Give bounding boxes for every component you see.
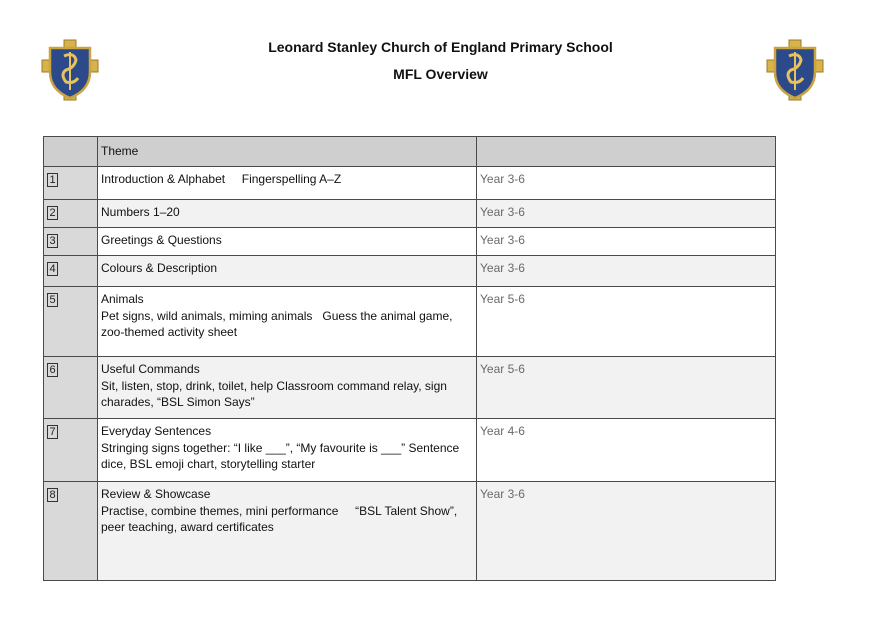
row-number-cell	[44, 256, 98, 287]
theme-title: Colours & Description	[101, 261, 218, 275]
row-number-cell	[44, 419, 98, 482]
table-row	[44, 357, 776, 419]
header-cell-year	[477, 137, 776, 167]
year-cell: Year 3-6	[477, 256, 776, 287]
theme-cell	[98, 167, 477, 200]
row-number: 1	[47, 173, 58, 187]
mfl-overview-table	[43, 136, 776, 581]
table-row	[44, 228, 776, 256]
theme-cell	[98, 357, 477, 419]
theme-title: Numbers 1–20	[101, 205, 180, 219]
row-number: 6	[47, 363, 58, 377]
row-number-cell	[44, 228, 98, 256]
year-cell: Year 5-6	[477, 287, 776, 357]
table-row	[44, 200, 776, 228]
year-cell: Year 5-6	[477, 357, 776, 419]
row-number: 2	[47, 206, 58, 220]
row-number-cell	[44, 357, 98, 419]
theme-title: Animals	[101, 292, 144, 306]
table-row	[44, 482, 776, 581]
year-cell: Year 3-6	[477, 228, 776, 256]
year-cell: Year 3-6	[477, 167, 776, 200]
table-row	[44, 167, 776, 200]
theme-cell	[98, 228, 477, 256]
row-number-cell	[44, 482, 98, 581]
school-name: Leonard Stanley Church of England Primary School	[268, 39, 613, 55]
theme-cell	[98, 482, 477, 581]
table-row	[44, 287, 776, 357]
theme-cell	[98, 287, 477, 357]
theme-title: Review & Showcase	[101, 487, 211, 501]
table-header-row	[44, 137, 776, 167]
theme-title: Greetings & Questions	[101, 233, 222, 247]
table-row	[44, 256, 776, 287]
table-row	[44, 419, 776, 482]
theme-title: Introduction & Alphabet Fingerspelling A–Z	[101, 172, 342, 186]
row-number-cell	[44, 287, 98, 357]
theme-cell	[98, 200, 477, 228]
document-title: MFL Overview	[393, 66, 488, 82]
theme-cell	[98, 256, 477, 287]
header-cell-theme: Theme	[98, 137, 477, 167]
year-cell: Year 4-6	[477, 419, 776, 482]
row-number: 8	[47, 488, 58, 502]
row-number-cell	[44, 167, 98, 200]
theme-detail: Sit, listen, stop, drink, toilet, help Classroom command relay, sign charades, “BSL Simon Says”	[101, 378, 447, 409]
row-number-cell	[44, 200, 98, 228]
year-cell: Year 3-6	[477, 200, 776, 228]
theme-detail: Practise, combine themes, mini performance “BSL Talent Show”, peer teaching, award certificates	[101, 503, 461, 534]
theme-detail: Stringing signs together: “I like ___”, “My favourite is ___” Sentence dice, BSL emoji chart, storytelling starter	[101, 440, 460, 471]
theme-title: Everyday Sentences	[101, 424, 212, 438]
header-cell-number	[44, 137, 98, 167]
year-cell: Year 3-6	[477, 482, 776, 581]
theme-detail: Pet signs, wild animals, miming animals Guess the animal game, zoo-themed activity sheet	[101, 308, 456, 339]
theme-title: Useful Commands	[101, 362, 200, 376]
theme-cell	[98, 419, 477, 482]
row-number: 4	[47, 262, 58, 276]
row-number: 7	[47, 425, 58, 439]
row-number: 5	[47, 293, 58, 307]
row-number: 3	[47, 234, 58, 248]
